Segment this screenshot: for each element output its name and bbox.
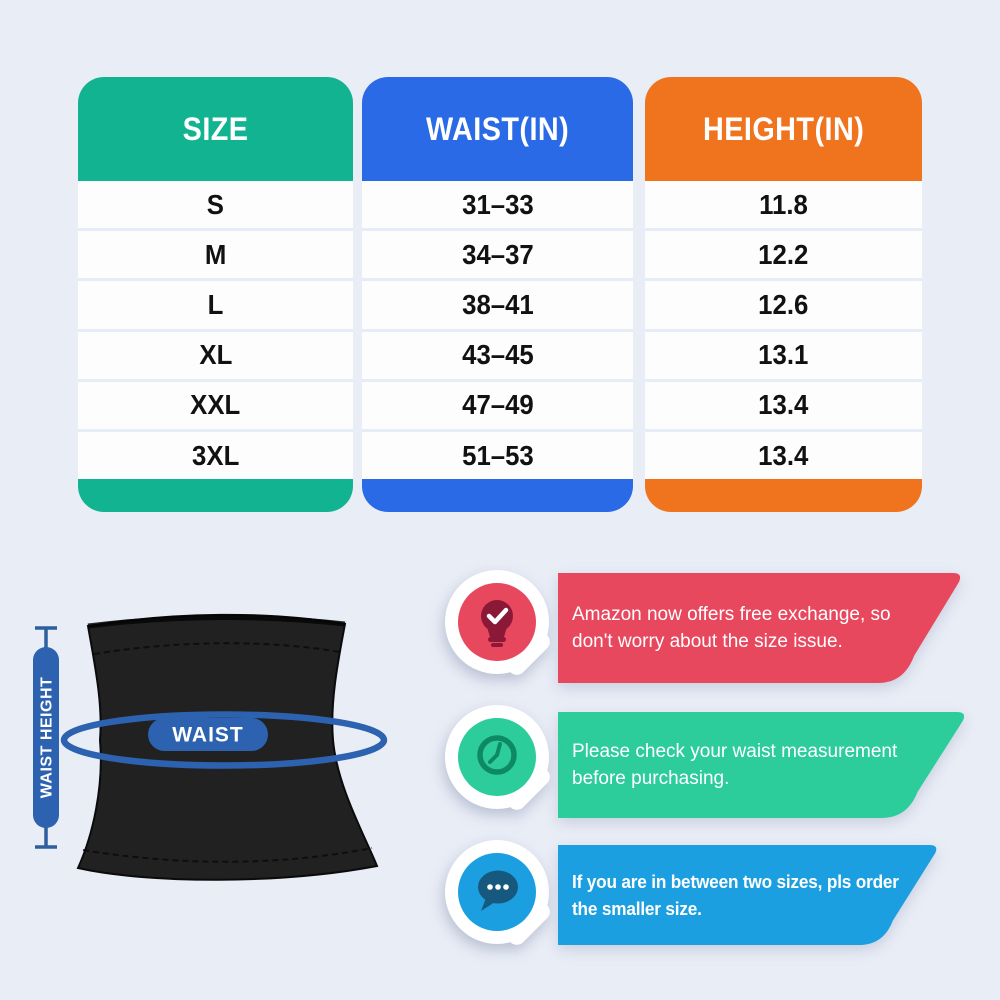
callout-order-smaller: [432, 827, 992, 962]
callout-line: If you are in between two sizes, pls order: [572, 871, 899, 892]
waist-column: [362, 77, 633, 512]
table-cell: L: [78, 278, 353, 328]
waist-column-footer: [362, 479, 633, 512]
callout-text: [572, 712, 932, 818]
table-cell: 43–45: [362, 329, 633, 379]
table-cell: S: [78, 181, 353, 228]
chat-dots-icon: [432, 827, 562, 957]
table-cell: 47–49: [362, 379, 633, 429]
callout-text: [572, 573, 932, 683]
callout-line: Amazon now offers free exchange, so: [572, 604, 891, 625]
waist-trainer-diagram: [20, 600, 420, 890]
table-cell: 12.6: [645, 278, 922, 328]
waist-label: WAIST: [172, 723, 244, 747]
clock-icon: [432, 692, 562, 822]
lightbulb-check-icon: [432, 557, 562, 687]
callout-line: before purchasing.: [572, 768, 730, 789]
callout-free-exchange: [432, 557, 992, 692]
table-cell: 3XL: [78, 429, 353, 479]
waist-column-header: [362, 77, 633, 181]
callout-text: [572, 845, 932, 945]
size-column-body: [78, 181, 353, 479]
table-cell: 13.4: [645, 429, 922, 479]
waist-height-label: WAIST HEIGHT: [38, 676, 56, 799]
callout-line: the smaller size.: [572, 898, 702, 919]
table-cell: 31–33: [362, 181, 633, 228]
callout-line: Please check your waist measurement: [572, 741, 898, 762]
table-cell: 51–53: [362, 429, 633, 479]
height-column: [645, 77, 922, 512]
table-cell: 13.4: [645, 379, 922, 429]
column-header-label: HEIGHT(IN): [702, 110, 865, 147]
table-cell: XL: [78, 329, 353, 379]
table-cell: 38–41: [362, 278, 633, 328]
height-column-header: [645, 77, 922, 181]
size-column: [78, 77, 353, 512]
callout-line: don't worry about the size issue.: [572, 631, 843, 652]
column-header-label: WAIST(IN): [425, 110, 570, 147]
column-header-label: SIZE: [182, 110, 249, 147]
table-cell: 34–37: [362, 228, 633, 278]
table-cell: M: [78, 228, 353, 278]
table-cell: 11.8: [645, 181, 922, 228]
waist-column-body: [362, 181, 633, 479]
height-column-body: [645, 181, 922, 479]
table-cell: XXL: [78, 379, 353, 429]
table-cell: 13.1: [645, 329, 922, 379]
callout-check-measurement: [432, 692, 992, 827]
size-column-footer: [78, 479, 353, 512]
height-column-footer: [645, 479, 922, 512]
table-cell: 12.2: [645, 228, 922, 278]
size-column-header: [78, 77, 353, 181]
